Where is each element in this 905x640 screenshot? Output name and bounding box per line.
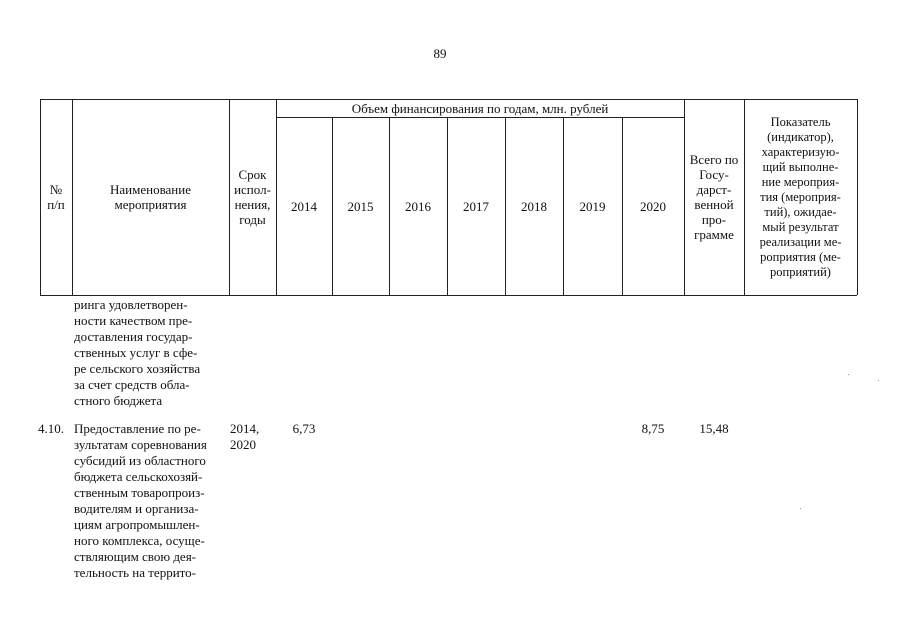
name-line: ного комплекса, осуще- — [74, 533, 205, 548]
name-line: ре сельского хозяйства — [74, 361, 201, 376]
scan-speck — [878, 380, 879, 381]
row-number: 4.10. — [38, 421, 64, 436]
row-value-2020: 8,75 — [641, 421, 665, 436]
name-line: водителям и организа- — [74, 501, 199, 516]
row-value-total: 15,48 — [699, 421, 729, 436]
header-term: Срок испол- нения, годы — [234, 167, 271, 227]
header-number: № п/п — [47, 182, 65, 212]
col-border — [857, 99, 858, 295]
name-line: ности качеством пре- — [74, 313, 193, 328]
row-continuation-name — [74, 297, 229, 409]
scan-speck — [800, 508, 801, 509]
name-line: ственным товаропроиз- — [74, 485, 205, 500]
name-line: циям агропромышлен- — [74, 517, 200, 532]
header-year-2018: 2018 — [521, 198, 547, 214]
header-name: Наименование мероприятия — [110, 182, 191, 212]
header-year-2019: 2019 — [579, 198, 606, 214]
header-indicator: Показатель (индикатор), характеризую- щий выполне- ние мероприя- тия (мероприя- тий), ожидае- мый результат реализации ме- роприятия (ме- роприятий) — [759, 114, 842, 279]
name-line: ринга удовлетворен- — [74, 297, 188, 312]
name-line: стного бюджета — [74, 393, 163, 408]
header-funding: Объем финансирования по годам, млн. рублей — [351, 100, 609, 116]
page-number: 89 — [433, 46, 447, 61]
row-name — [74, 421, 229, 581]
row-value-2014: 6,73 — [292, 421, 316, 436]
header-bottom-border — [40, 295, 857, 296]
name-line: за счет средств обла- — [74, 377, 190, 392]
header-year-2020: 2020 — [640, 198, 666, 214]
name-line: зультатам соревнования — [74, 437, 207, 452]
name-line: субсидий из областного — [74, 453, 206, 468]
scan-speck — [848, 374, 849, 375]
name-line: ствляющим свою дея- — [74, 549, 197, 564]
name-line: тельность на террито- — [74, 565, 197, 580]
header-year-2017: 2017 — [463, 198, 489, 214]
header-total: Всего по Госу- дарст- венной про- грамме — [689, 152, 739, 242]
header-year-2015: 2015 — [347, 198, 374, 214]
name-line: Предоставление по ре- — [74, 421, 201, 436]
header-year-2016: 2016 — [405, 198, 431, 214]
header-year-2014: 2014 — [291, 198, 317, 214]
name-line: ственных услуг в сфе- — [74, 345, 198, 360]
name-line: доставления государ- — [74, 329, 193, 344]
row-term: 2014, 2020 — [230, 421, 260, 452]
name-line: бюджета сельскохозяй- — [74, 469, 203, 484]
